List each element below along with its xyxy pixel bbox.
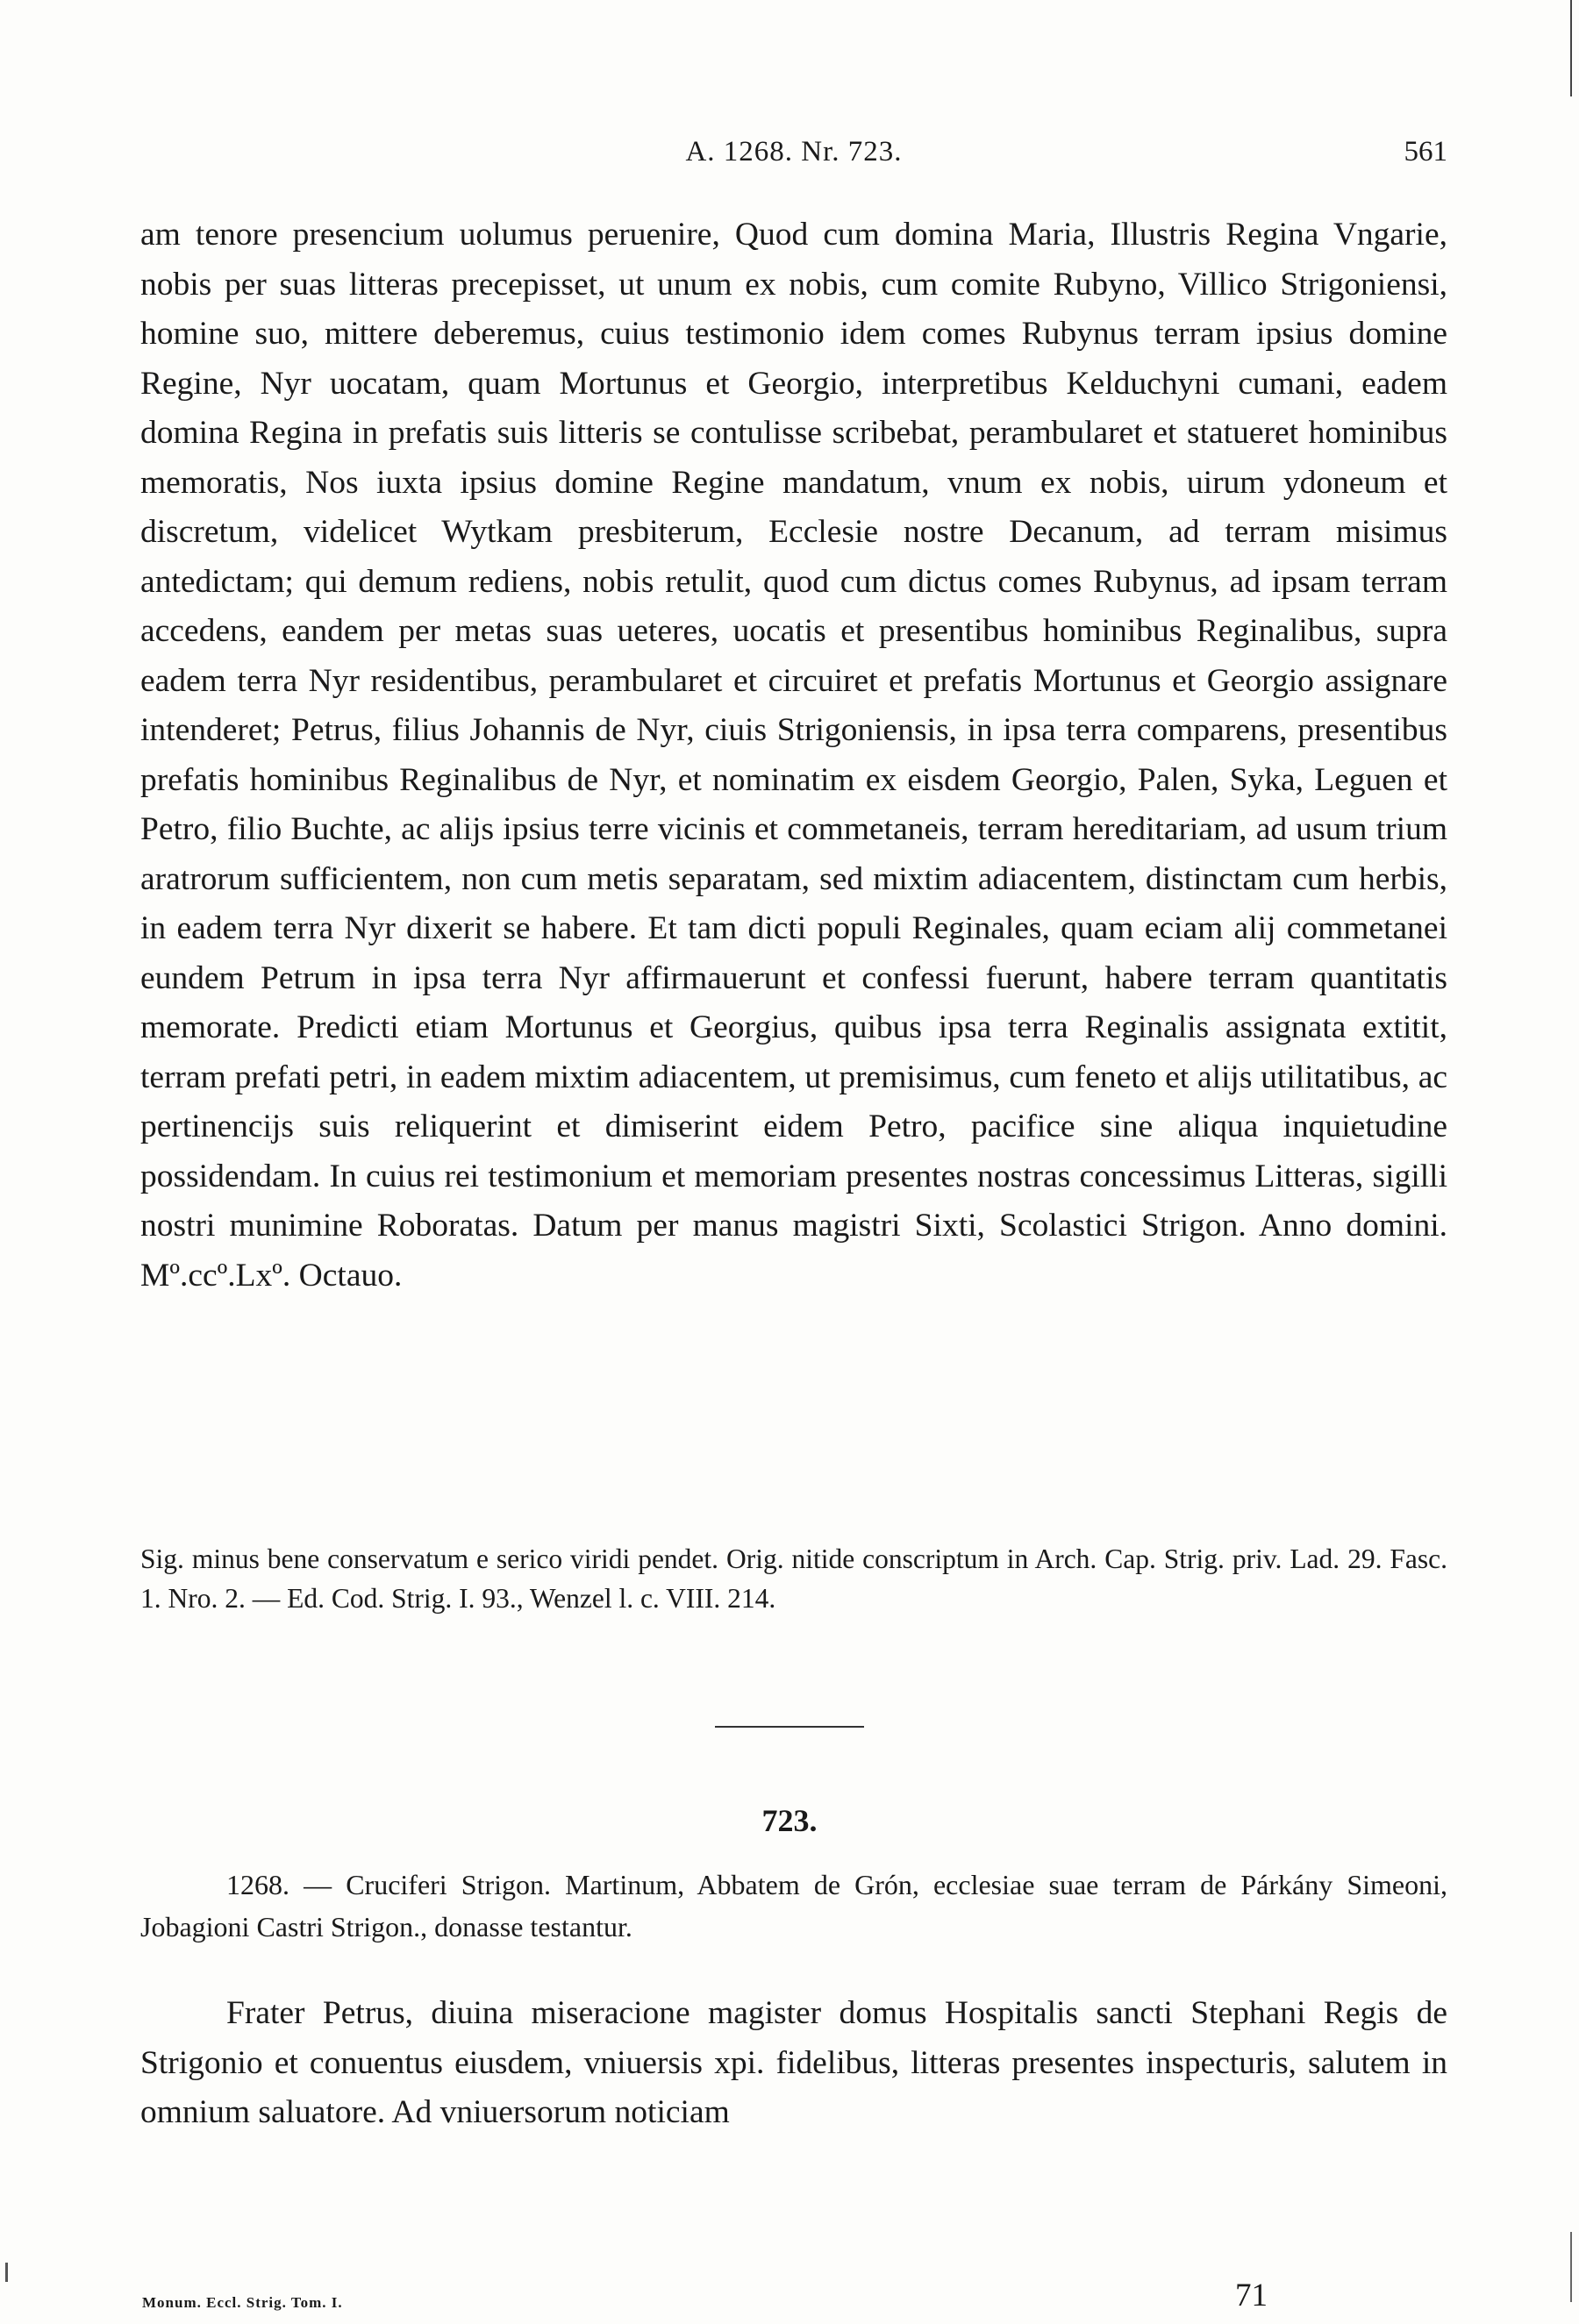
document-opening-text: Frater Petrus, diuina miseracione magister domus Hospitalis sancti Stephani Regis de Strigonio et conuentus eiusdem, vniuersis xpi. fidelibus, litteras presentes inspecturis, salutem in omnium saluatore. Ad vniuersorum noticiam [140, 1995, 1447, 2130]
page-edge-mark [5, 2263, 8, 2282]
document-number: 723. [761, 1803, 818, 1838]
document-summary: 1268. — Cruciferi Strigon. Martinum, Abbatem de Grón, ecclesiae suae terram de Párkány Simeoni, Jobagioni Castri Strigon., donasse testantur. [140, 1869, 1447, 1943]
page-edge-line-bottom [1570, 2232, 1572, 2302]
page-number: 561 [1404, 136, 1447, 168]
sheet-number: 71 [1235, 2278, 1268, 2313]
running-title: A. 1268. Nr. 723. [685, 136, 903, 168]
source-note: Sig. minus bene conservatum e serico viridi pendet. Orig. nitide conscriptum in Arch. Cap. Strig. priv. Lad. 29. Fasc. 1. Nro. 2. — Ed. Cod. Strig. I. 93., Wenzel l. c. VIII. 214. [140, 1543, 1447, 1614]
section-divider [715, 1726, 864, 1728]
series-signature: Monum. Eccl. Strig. Tom. I. [142, 2294, 343, 2311]
running-header [140, 136, 1447, 171]
charter-text: am tenore presencium uolumus peruenire, Quod cum domina Maria, Illustris Regina Vngarie, nobis per suas litteras precepisset, ut unum ex nobis, cum comite Rubyno, Villico Strigoniensi, homine suo, mittere deberemus, cuius testimonio idem comes Rubynus terram ipsius domine Regine, Nyr uocatam, quam Mortunus et Georgio, interpretibus Kelduchyni cumani, eadem domina Regina in prefatis suis litteris se contulisse scribebat, perambularet et statueret hominibus memoratis, Nos iuxta ipsius domine Regine mandatum, vnum ex nobis, uirum ydoneum et discretum, videlicet Wytkam presbiterum, Ecclesie nostre Decanum, ad terram misimus antedictam; qui demum rediens, nobis retulit, quod cum dictus comes Rubynus, ad ipsam terram accedens, eandem per metas suas ueteres, uocatis et presentibus hominibus Reginalibus, supra eadem terra Nyr residentibus, perambularet et circuiret et prefatis Mortunus et Georgio assignare intenderet; Petrus, filius Johannis de Nyr, ciuis Strigoniensis, in ipsa terra comparens, presentibus prefatis hominibus Reginalibus de Nyr, et nominatim ex eisdem Georgio, Palen, Syka, Leguen et Petro, filio Buchte, ac alijs ipsius terre vicinis et commetaneis, terram hereditariam, ad usum trium aratrorum sufficientem, non cum metis separatam, sed mixtim adiacentem, distinctam cum herbis, in eadem terra Nyr dixerit se habere. Et tam dicti populi Reginales, quam eciam alij commetanei eundem Petrum in ipsa terra Nyr affirmauerunt et confessi fuerunt, habere terram quantitatis memorate. Predicti etiam Mortunus et Georgius, quibus ipsa terra Reginalis assignata extitit, terram prefati petri, in eadem mixtim adiacentem, ut premisimus, cum feneto et alijs utilitatibus, ac pertinencijs suis reliquerint et dimiserint eidem Petro, pacifice sine aliqua inquietudine possidendam. In cuius rei testimonium et memoriam presentes nostras concessimus Litteras, sigilli nostri munimine Roboratas. Datum per manus magistri Sixti, Scolastici Strigon. Anno domini. Mº.ccº.Lxº. Octauo. [140, 217, 1447, 1294]
page-edge-line-top [1570, 0, 1572, 96]
